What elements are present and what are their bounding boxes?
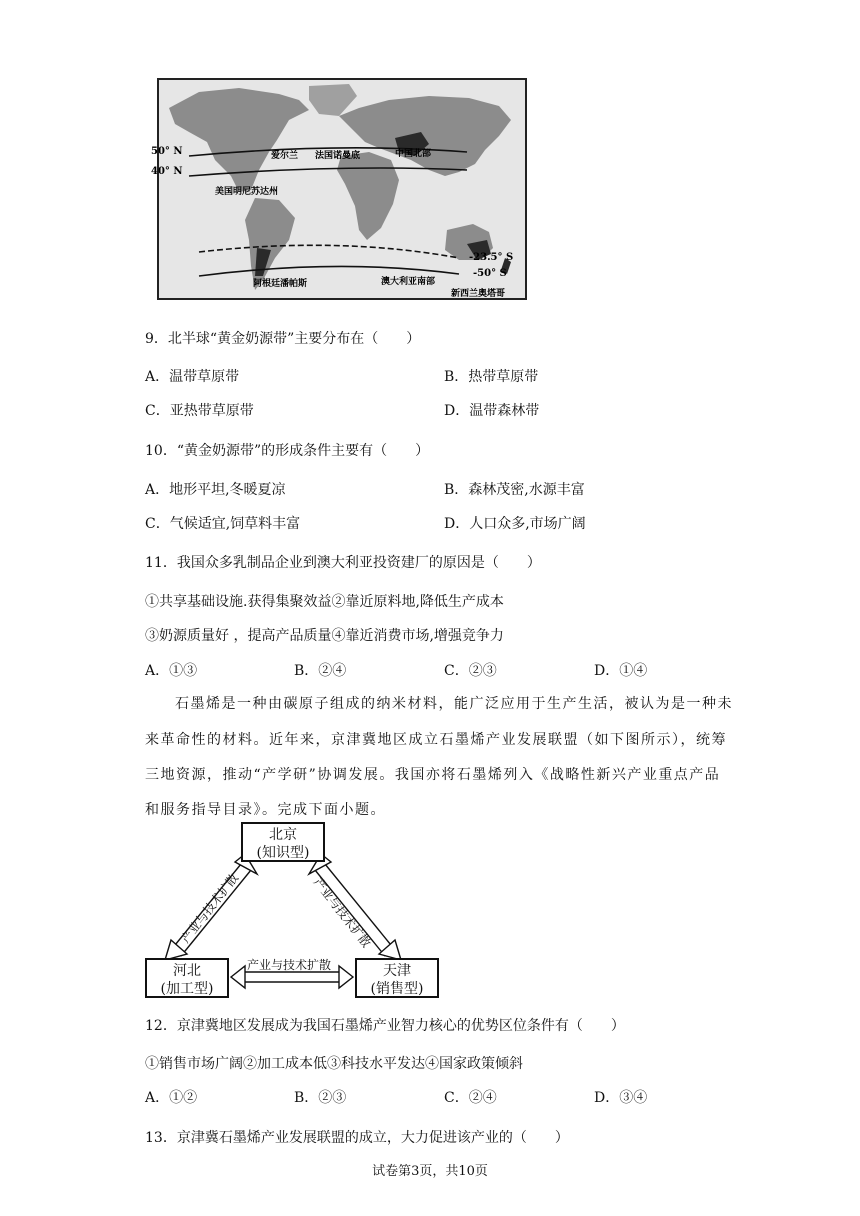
question-12-line: ①销售市场广阔②加工成本低③科技水平发达④国家政策倾斜 [145, 1056, 523, 1072]
africa-landmass [337, 152, 399, 240]
question-9-stem: 9．北半球“黄金奶源带”主要分布在（ ） [145, 331, 421, 347]
question-10-option-c[interactable]: C．气候适宜,饲草料丰富 [145, 516, 301, 532]
greenland-landmass [309, 84, 357, 116]
question-11-option-c[interactable]: C．②③ [444, 663, 497, 679]
place-minnesota: 美国明尼苏达州 [215, 187, 279, 197]
question-11-option-a[interactable]: A．①③ [145, 663, 198, 679]
box-beijing-name: 北京 [269, 827, 297, 843]
question-11-line-1: ①共享基础设施.获得集聚效益②靠近原料地,降低生产成本 [145, 594, 504, 610]
place-ireland: 爱尔兰 [271, 151, 299, 161]
arrow-label-right: 产业与技术扩散 [310, 875, 374, 951]
passage-line-2: 来革命性的材料。近年来，京津冀地区成立石墨烯产业发展联盟（如下图所示），统筹 [145, 732, 727, 748]
question-10-stem: 10．“黄金奶源带”的形成条件主要有（ ） [145, 443, 430, 459]
arrow-label-left: 产业与技术扩散 [178, 871, 242, 946]
question-9-option-a[interactable]: A．温带草原带 [145, 369, 240, 385]
question-12-option-d[interactable]: D．③④ [594, 1090, 648, 1106]
box-hebei [145, 958, 229, 998]
question-11-stem: 11．我国众多乳制品企业到澳大利亚投资建厂的原因是（ ） [145, 555, 541, 571]
lat-label-50s: -50° S [473, 268, 507, 279]
question-9-option-d[interactable]: D．温带森林带 [444, 403, 540, 419]
place-normandy: 法国诺曼底 [315, 151, 361, 161]
lat-label-40n: 40° N [151, 166, 183, 177]
box-beijing-type: (知识型) [256, 845, 310, 861]
box-tianjin-name: 天津 [383, 963, 411, 979]
question-13-stem: 13．京津冀石墨烯产业发展联盟的成立，大力促进该产业的（ ） [145, 1130, 569, 1146]
page-footer: 试卷第3页，共10页 [372, 1164, 488, 1179]
question-12-option-c[interactable]: C．②④ [444, 1090, 497, 1106]
question-10-option-a[interactable]: A．地形平坦,冬暖夏凉 [145, 482, 286, 498]
box-tianjin [355, 958, 439, 998]
question-12-option-a[interactable]: A．①② [145, 1090, 198, 1106]
place-south-australia: 澳大利亚南部 [381, 277, 436, 287]
lat-line-23s [199, 245, 459, 258]
passage-line-3: 三地资源，推动“产学研”协调发展。我国亦将石墨烯列入《战略性新兴产业重点产品 [145, 767, 721, 783]
question-12-option-b[interactable]: B．②③ [294, 1090, 347, 1106]
world-map-svg [159, 80, 525, 298]
lat-label-23s: -23.5° S [469, 252, 514, 263]
question-10-option-d[interactable]: D．人口众多,市场广阔 [444, 516, 586, 532]
arrow-beijing-tianjin [309, 854, 401, 960]
passage-line-4: 和服务指导目录》。完成下面小题。 [145, 802, 386, 818]
world-map-figure [151, 78, 527, 300]
question-9-option-b[interactable]: B．热带草原带 [444, 369, 539, 385]
question-11-option-b[interactable]: B．②④ [294, 663, 347, 679]
place-otago: 新西兰奥塔哥 [451, 289, 506, 299]
question-11-line-2: ③奶源质量好 ，提高产品质量④靠近消费市场,增强竞争力 [145, 628, 504, 644]
lat-label-50n: 50° N [151, 146, 183, 157]
box-hebei-name: 河北 [173, 963, 201, 979]
question-10-option-b[interactable]: B．森林茂密,水源丰富 [444, 482, 585, 498]
box-hebei-type: (加工型) [160, 981, 214, 997]
industry-alliance-diagram [145, 822, 440, 1002]
question-11-option-d[interactable]: D．①④ [594, 663, 648, 679]
question-12-stem: 12．京津冀地区发展成为我国石墨烯产业智力核心的优势区位条件有（ ） [145, 1018, 625, 1034]
question-9-option-c[interactable]: C．亚热带草原带 [145, 403, 254, 419]
box-beijing [241, 822, 325, 862]
place-north-china: 中国北部 [395, 149, 432, 159]
passage-line-1: 石墨烯是一种由碳原子组成的纳米材料，能广泛应用于生产生活，被认为是一种未 [175, 696, 733, 712]
box-tianjin-type: (销售型) [370, 981, 424, 997]
arrow-label-bottom: 产业与技术扩散 [247, 958, 332, 972]
place-pampas: 阿根廷潘帕斯 [253, 279, 308, 289]
